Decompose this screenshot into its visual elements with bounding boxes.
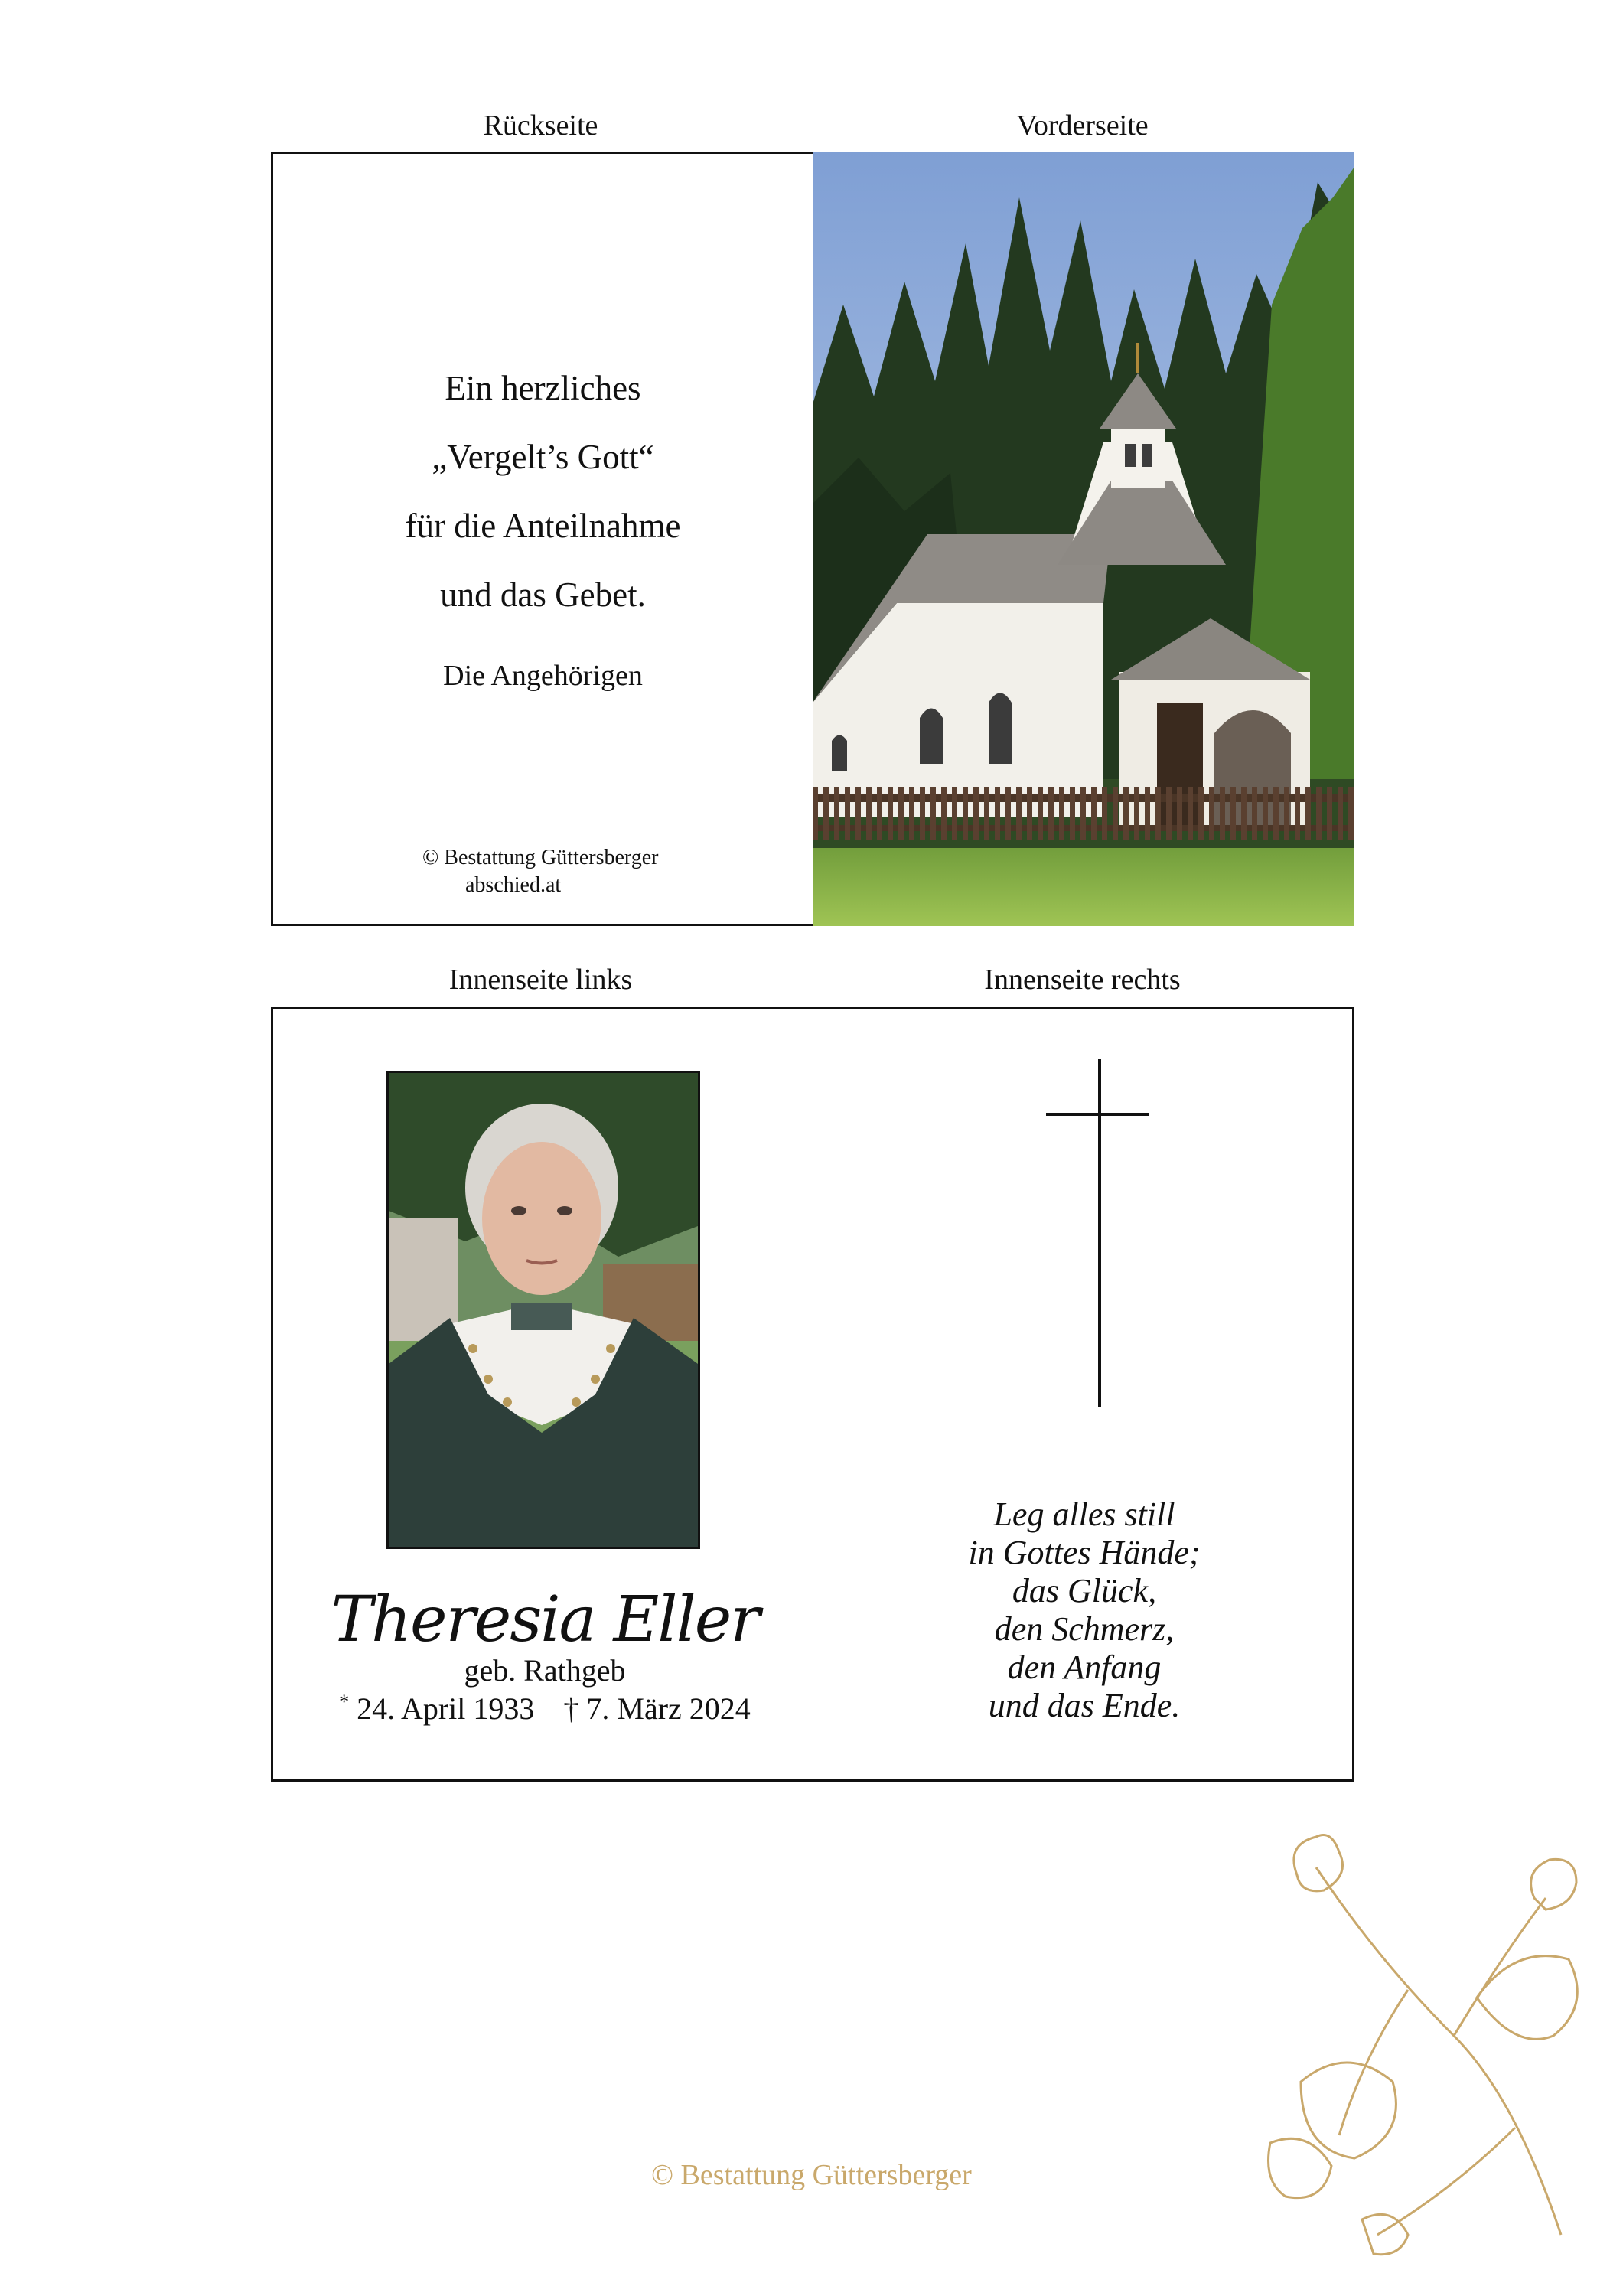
portrait-photo	[386, 1071, 700, 1549]
label-front: Vorderseite	[1016, 109, 1149, 142]
thanks-line-3: für die Anteilnahme	[405, 507, 681, 545]
floral-decoration	[1224, 1806, 1607, 2296]
life-dates	[273, 1691, 816, 1727]
verse-line-4: den Schmerz,	[994, 1610, 1175, 1648]
footer-copyright: © Bestattung Güttersberger	[651, 2159, 972, 2191]
death-symbol: †	[563, 1691, 579, 1726]
card-inside	[271, 1007, 1354, 1782]
verse-line-3: das Glück,	[1012, 1572, 1157, 1609]
verse-line-5: den Anfang	[1007, 1649, 1162, 1686]
maiden-name: geb. Rathgeb	[464, 1653, 626, 1688]
thanks-line-4: und das Gebet.	[440, 576, 646, 614]
verse-line-1: Leg alles still	[993, 1495, 1175, 1533]
thanks-line-1: Ein herzliches	[445, 369, 641, 407]
chapel-photo	[813, 152, 1354, 926]
label-inner-right: Innenseite rechts	[984, 964, 1181, 996]
label-inner-left: Innenseite links	[448, 964, 633, 996]
signature: Die Angehörigen	[443, 660, 643, 692]
cross-icon	[1046, 1059, 1153, 1411]
death-date: 7. März 2024	[586, 1691, 751, 1726]
verse-line-2: in Gottes Hände;	[968, 1534, 1201, 1571]
back-copyright: © Bestattung Güttersberger	[422, 846, 659, 869]
label-back: Rückseite	[483, 109, 598, 142]
verse-line-6: und das Ende.	[988, 1687, 1181, 1724]
back-website: abschied.at	[465, 873, 562, 897]
card-outside	[271, 152, 1354, 926]
born-symbol: *	[339, 1691, 350, 1713]
birth-date: 24. April 1933	[357, 1691, 535, 1726]
deceased-name: Theresia Eller	[331, 1583, 759, 1656]
thanks-line-2: „Vergelt’s Gott“	[432, 438, 654, 476]
